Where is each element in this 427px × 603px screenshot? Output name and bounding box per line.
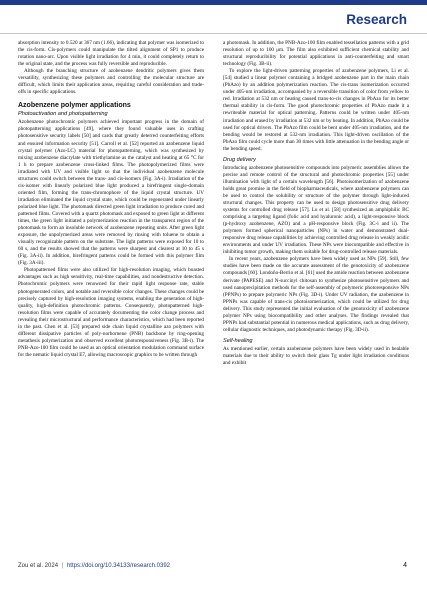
subsection-heading: Drug delivery [223,156,256,163]
body-paragraph: As mentioned earlier, certain azobenzene polymers have been widely used in healable materials due to their ability to switch their glass Tg under light irradiation conditions and exhibit [223,345,409,366]
body-paragraph: Introducing azobenzene photosensitive compounds into polymeric assemblies allows the precise and remote control of the structural and photochromic properties [55] under illumination with light of a certain wavelength [56]. Photoisomerization of azobenzene holds great promise in the field of biopharmaceuticals, where azobenzene polymers can be used to control the solubility or structure of the polymer through light-induced structural changes. This property can be used to design photosensitive drug delivery systems for controlled drug release [57]. Lu et al. [58] synthesized an amphiphilic BC comprising a targeting ligand (folic acid and hyaluronic acid), a light-responsive block (p-hydroxy azobenzene, AZO) and a pH-responsive block (Fig. 3C-i and ii). The polymers formed spherical nanoparticles (NPs) in water and demonstrated dual-responsive drug release capabilities by achieving controlled drug release in weakly acidic environments and under UV irradiation. These NPs were biocompatible and effective in inhibiting tumor growth, making them suitable for drug-controlled release materials. [223,164,409,256]
body-paragraph: Photopatterned films were also utilized for high-resolution imaging, which boasted advantages such as high sensitivity, real-time capabilities, and nondestructive detection. Photochromic polymers were renowned for their rapid light response rate, stable photogenerated colors, and notable and reversible color changes. These changes could be precisely captured by high-resolution imaging systems, enabling the generation of high-quality, high-definition photochromic patterns. Consequently, photopatterned high-resolution films were capable of accurately documenting the color change process and revealing their microstructural and performance characteristics, which had been reported in the past. Chen et al. [53] prepared side chain liquid crystalline azo polymers with different dissipative particles of poly-norbornene (PNB) backbone by ring-opening metathesis polymerization and observed excellent photoresponsiveness (Fig. 3B-i). The PNB-Azo-100 film could be used as an optical orientation modulation command surface for the nematic liquid crystal E7, allowing macroscopic graphics to be written through [18,267,204,358]
citation: Zou et al. 2024 [18,563,59,569]
body-paragraph: To explore the light-driven patterning properties of azobenzene polymers, Li et al. [54] studied a linear polymer containing a bridged azobenzene part in the main chain (PbAzo) by an addition polymerization reaction. The cis-trans isomerization occurred under 405-nm irradiation, accompanied by a reversible transition of color from yellow to red. Irradiation at 532 nm or heating caused trans-to-cis changes in PbAzo for its better thermal stability in cis-form. The good photochromic properties of PbAzo made it a rewriteable material for optical patterning. Patterns could be written under 405-nm irradiation and erased by irradiation at 532 nm or by heating. In addition, PbAzo could be used for optical drivers. The PbAzo film could be bent under 405-nm irradiation, and the bending would be restored at 532-nm irradiation. This light-driven oscillation of the PbAzo film could cycle more than 30 times with little attenuation in the bending angle or the bending speed. [223,68,409,152]
body-paragraph: Azobenzene photochromic polymers achieved important progress in the domain of photopatterning applications [49], where they found valuable uses in crafting photosensitive security labels [50] and cards that greatly deterred counterfeiting efforts and ensured information security [51]. Carroll et al. [52] reported an azobenzene liquid crystal polymer (Azo-LC) material for photopatterning, which was synthesized by mixing azobenzene diacrylate with triethylamine as the catalyst and heating at 65 °C for 1 h to prepare azobenzene cross-linked films. The photopolymerized films were irradiated with UV and visible light so that the individual azobenzene molecule structures could switch between the trans- and cis-isomers (Fig. 3A-i). Irradiation of the cis-isomer with linearly polarized blue light produced a birefringent single-domain oriented film, forming the trans-chromophore of the liquid crystal structure. UV irradiation eliminated the liquid crystal state, which could be regenerated under linearly polarized blue light. The photomask directed green light irradiation to produce cured and patterned films. Covered with a quartz photomask and exposed to green light at different times, the green light initiated a polymerization reaction in the transparent region of the photomask to form an insoluble network of azobenzene repeating units. After green light exposure, the unpolymerized areas were removed by rinsing with toluene to obtain a visually recognizable pattern on the substrate. The light patterns were exposed for 10 to 60 s, and the results showed that the patterns were sharpest and clearest at 10 to 45 s (Fig. 3A-ii). In addition, birefringent patterns could be formed with this polymer film (Fig. 3A-iii). [18,119,204,267]
doi-link[interactable]: https://doi.org/10.34133/research.0392 [66,563,171,569]
body-paragraph: In recent years, azobenzene polymers have been widely used as NPs [59]. Still, few studies have been made on the accurate assessment of the genotoxicity of azobenzene compounds [60]. Londoño-Berrio et al. [61] used the amide reaction between azobenzene derivate (PAPESE) and N-succinyl chitosan to synthesize photosensitive polymers and used nanoprecipitation methods for the self-assembly of polymeric photoresponsive NPs (PPNPs) to prepare polymeric NPs (Fig. 3D-i). Under UV radiation, the azobenzene in PPNPs was capable of trans-cis photoisomerization, which could be utilized for drug delivery. This study represented the initial evaluation of the genotoxicity of azobenzene polymer NPs using biocompatibility and other analyses. The findings revealed that PPNPs had substantial potential in numerous medical applications, such as drug delivery, cellular diagnostic techniques, and photodynamic therapy (Fig. 3D-ii). [223,256,409,333]
body-paragraph: absorption intensity to 0.520 at 367 nm (1.66), indicating that polymer was isomerized to the cis-form. Cis-polymers could manipulate the tilted alignment of SP1 to produce rotation nano-arc. Upon visible light irradiation for 4 min, it could completely return to the original state, and the process was fully reversible and reproducible. [18,40,204,68]
body-paragraph: Although the branching structure of azobenzene dendritic polymers gives them versatility, synthesizing these polymers and controlling the molecular structure are difficult, which limits their application areas, requiring careful consideration and trade-offs in specific applications. [18,68,204,96]
page-footer [18,563,408,569]
page-number: 4 [403,562,407,569]
header-divider [0,33,427,34]
body-paragraph: a photomask. In addition, the PNB-Azo-100 film enabled tessellation patterns with a grid resolution of up to 100 μm. The film also exhibited sufficient chemical stability and structural reproducibility for potential applications in anti-counterfeiting and smart technology (Fig. 3B-ii). [223,40,409,68]
subsection-heading: Photoactivation and photopatterning [18,111,108,118]
subsection-heading: Self-healing [223,337,253,344]
right-column [223,40,409,367]
top-accent-bar [0,0,427,5]
section-heading: Azobenzene polymer applications [18,102,131,110]
journal-name: Research [346,12,407,27]
footer-separator: | [61,563,64,569]
left-column [18,40,204,359]
